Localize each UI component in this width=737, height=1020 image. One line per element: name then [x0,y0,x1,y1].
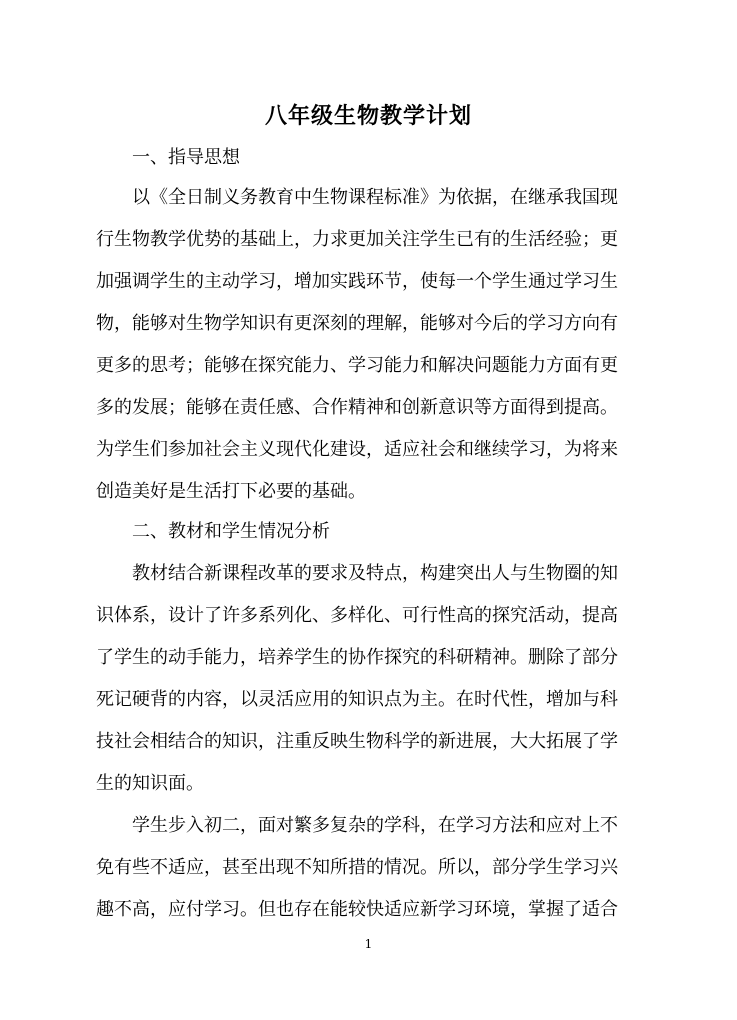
paragraph-line: 为学生们参加社会主义现代化建设，适应社会和继续学习，为将来 [96,439,618,460]
paragraph-line: 加强调学生的主动学习，增加实践环节，使每一个学生通过学习生 [96,271,618,292]
paragraph-line: 学生步入初二，面对繁多复杂的学科，在学习方法和应对上不 [132,815,618,836]
paragraph-line: 趣不高，应付学习。但也存在能较快适应新学习环境，掌握了适合 [96,899,618,920]
paragraph-line: 行生物教学优势的基础上，力求更加关注学生已有的生活经验；更 [96,229,618,250]
paragraph-line: 创造美好是生活打下必要的基础。 [96,481,366,502]
paragraph-line: 以《全日制义务教育中生物课程标准》为依据，在继承我国现 [132,187,618,208]
paragraph-line: 了学生的动手能力，培养学生的协作探究的科研精神。删除了部分 [96,647,618,668]
paragraph-line: 技社会相结合的知识，注重反映生物科学的新进展，大大拓展了学 [96,731,618,752]
paragraph-line: 生的知识面。 [96,773,204,794]
section-heading-textbook-analysis: 二、教材和学生情况分析 [132,521,330,542]
document-title: 八年级生物教学计划 [264,103,472,129]
paragraph-line: 死记硬背的内容，以灵活应用的知识点为主。在时代性，增加与科 [96,689,618,710]
paragraph-line: 免有些不适应，甚至出现不知所措的情况。所以，部分学生学习兴 [96,857,618,878]
paragraph-line: 多的发展；能够在责任感、合作精神和创新意识等方面得到提高。 [96,397,618,418]
paragraph-line: 识体系，设计了许多系列化、多样化、可行性高的探究活动，提高 [96,605,618,626]
paragraph-line: 物，能够对生物学知识有更深刻的理解，能够对今后的学习方向有 [96,313,618,334]
section-heading-guiding-ideology: 一、指导思想 [132,147,240,168]
page-number: 1 [364,937,373,951]
paragraph-line: 教材结合新课程改革的要求及特点，构建突出人与生物圈的知 [132,563,618,584]
paragraph-line: 更多的思考；能够在探究能力、学习能力和解决问题能力方面有更 [96,355,618,376]
